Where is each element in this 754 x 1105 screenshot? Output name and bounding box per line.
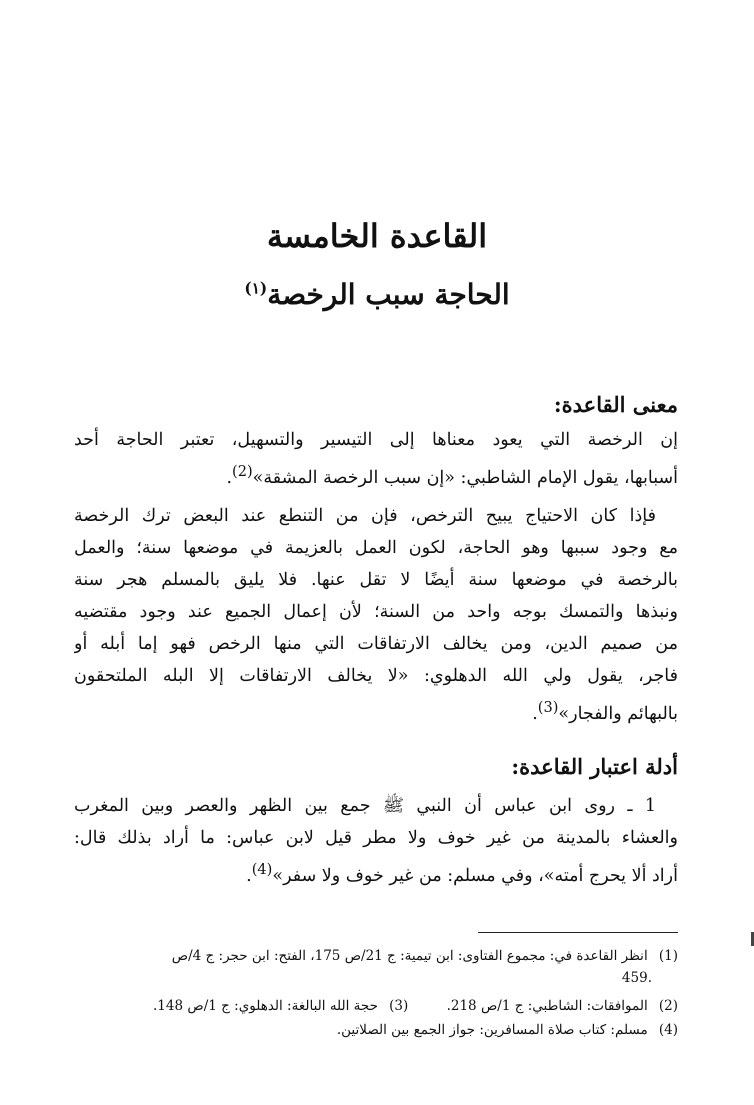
text-line: فاجر، يقول ولي الله الدهلوي: «لا يخالف الارتفاقات إلا البله الملتحقون: [74, 666, 678, 686]
footnote-ref-4[interactable]: (4): [251, 861, 273, 878]
section-heading-evidence: أدلة اعتبار القاعدة:: [511, 754, 678, 779]
text-line: [74, 456, 678, 488]
sentence-end: .: [532, 703, 538, 724]
text-line: 1 ـ روى ابن عباس أن النبي ﷺ جمع بين الظهر والعصر وبين المغرب: [74, 796, 656, 816]
meaning-paragraph-2: [74, 500, 678, 724]
meaning-paragraph-1: [74, 424, 678, 488]
text-line-content: أسبابها، يقول الإمام الشاطبي: «إن سبب الرخصة المشقة»: [252, 467, 678, 488]
text-line: من صميم الدين، ومن يخالف الارتفاقات التي منها الرخص فهو إما أبله أو: [74, 634, 678, 654]
evidence-paragraph-1: [74, 790, 678, 886]
text-line: والعشاء بالمدينة من غير خوف ولا مطر قيل لابن عباس: ما أراد بذلك قال:: [74, 828, 678, 848]
text-line: فإذا كان الاحتياج يبيح الترخص، فإن من التنطع عند البعض ترك الرخصة: [74, 506, 656, 526]
text-line: بالرخصة في موضعها سنة أيضًا لا تقل عنها. فلا يليق بالمسلم هجر سنة: [74, 570, 678, 590]
footnote-text: انظر القاعدة في: مجموع الفتاوى: ابن تيمية: ج 21/ص 175، الفتح: ابن حجر: ج 4/ص: [171, 948, 648, 964]
footnote-ref-3[interactable]: (3): [537, 699, 559, 716]
text-line: [74, 854, 678, 886]
footnote-1-continued: [48, 967, 652, 989]
text-line: ونبذها والتمسك بوجه واحد من السنة؛ لأن إعمال الجميع عند وجود مقتضيه: [74, 602, 678, 622]
footnote-number: (4): [658, 1022, 678, 1038]
text-line-content: بالبهائم والفجار»: [558, 703, 678, 724]
text-line: إن الرخصة التي يعود معناها إلى التيسير والتسهيل، تعتبر الحاجة أحد: [74, 430, 678, 450]
page-title: القاعدة الخامسة: [266, 217, 488, 255]
section-heading-meaning: معنى القاعدة:: [553, 392, 678, 417]
footnote-text: .459: [621, 970, 652, 986]
footnote-text: مسلم: كتاب صلاة المسافرين: جواز الجمع بين الصلاتين.: [336, 1022, 648, 1038]
text-line: [74, 692, 678, 724]
sentence-end: .: [246, 865, 252, 886]
footnote-number: (3): [389, 998, 409, 1014]
subtitle-text: الحاجة سبب الرخصة: [267, 278, 510, 311]
text-line: مع وجود سببها وهو الحاجة، لكون العمل بالعزيمة في موضعها سنة؛ والعمل: [74, 538, 678, 558]
footnote-text: الموافقات: الشاطبي: ج 1/ص 218.: [446, 998, 648, 1014]
footnote-text: حجة الله البالغة: الدهلوي: ج 1/ص 148.: [153, 998, 378, 1014]
footnote-3: [153, 995, 408, 1017]
footnote-row-2-3: [74, 995, 678, 1017]
footnote-2: [447, 995, 678, 1017]
footnote-divider: [478, 932, 678, 933]
footnote-number: (2): [658, 998, 678, 1014]
footnote-ref-1[interactable]: (١): [244, 279, 268, 298]
footnote-number: (1): [658, 948, 678, 964]
text-line-content: أراد ألا يحرج أمته»، وفي مسلم: من غير خوف ولا سفر»: [272, 865, 678, 886]
footnote-4: [74, 1019, 678, 1041]
sentence-end: .: [226, 467, 233, 488]
footnote-ref-2[interactable]: (2): [232, 463, 253, 480]
footnote-1: [74, 945, 678, 967]
page-subtitle: [0, 272, 754, 318]
